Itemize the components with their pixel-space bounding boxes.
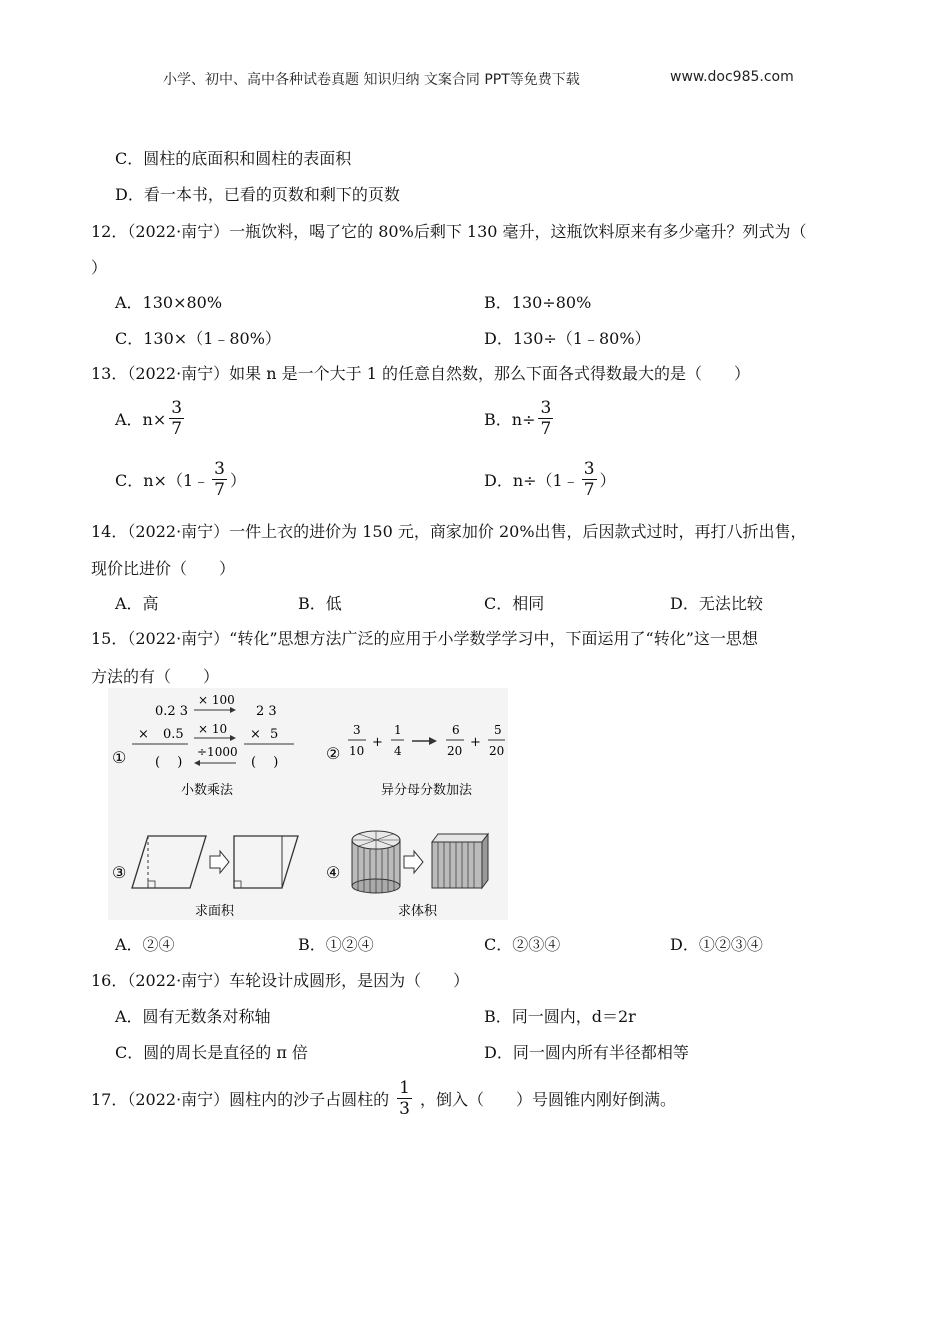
fraction: $\frac{3}{7}$ (540, 397, 552, 439)
q13-d-suffix: ） (599, 470, 616, 490)
fig2-plus-2: + (470, 735, 481, 750)
q16-option-d: D．同一圆内所有半径都相等 (484, 1043, 689, 1062)
q13-d-prefix: D．n÷（1﹣ (484, 470, 579, 490)
q15-stem: 15．（2022·南宁）“转化”思想方法广泛的应用于小学数学学习中，下面运用了“转化”这一思想 (91, 629, 758, 648)
q13-c-suffix: ） (229, 470, 246, 490)
fraction: $\frac{3}{7}$ (583, 458, 595, 500)
fig4-box-front (432, 842, 482, 888)
fig1-op-div1000: ÷1000 (197, 745, 238, 759)
fraction: $\frac{3}{7}$ (214, 458, 225, 500)
q14-option-b: B．低 (298, 594, 342, 613)
fig2-plus-1: + (372, 735, 383, 750)
q13-c-prefix: C．n×（1﹣ (115, 470, 210, 490)
fig1-caption: 小数乘法 (181, 783, 234, 798)
q15-option-b: B．①②④ (298, 935, 374, 954)
fig2-f4-num: 5 (494, 723, 502, 737)
q13-option-d (484, 458, 616, 500)
fig4-box-side (482, 834, 488, 888)
fig2-f2-den: 4 (394, 744, 402, 758)
q16-option-c: C．圆的周长是直径的 π 倍 (115, 1043, 308, 1062)
fig1-marker: ① (112, 748, 127, 767)
fig1-bottom-number: 0.5 (163, 727, 184, 742)
q15-stem-cont: 方法的有（ ） (91, 667, 220, 686)
fig2-f1-num: 3 (353, 723, 361, 737)
q14-stem: 14．（2022·南宁）一件上衣的进价为 150 元，商家加价 20%出售，后因款式过时，再打八折出售， (91, 522, 807, 541)
q14-option-c: C．相同 (484, 594, 545, 613)
q12-stem-cont: ） (91, 258, 108, 277)
fig4-marker: ④ (326, 863, 341, 882)
q13-b-prefix: B．n÷ (484, 409, 536, 429)
q11-option-c: C．圆柱的底面积和圆柱的表面积 (115, 149, 352, 168)
fraction: $\frac{3}{7}$ (171, 397, 183, 439)
fig4-caption: 求体积 (398, 904, 438, 919)
q15-option-c: C．②③④ (484, 935, 561, 954)
fig1-right-result: ( ) (251, 755, 279, 770)
q15-option-a: A．②④ (115, 935, 175, 954)
q12-stem: 12．（2022·南宁）一瓶饮料，喝了它的 80%后剩下 130 毫升，这瓶饮料原来有多少毫升？列式为（ (91, 222, 807, 241)
fig2-f3-num: 6 (452, 723, 460, 737)
q12-option-c: C．130×（1﹣80%） (115, 329, 281, 348)
q16-option-b: B．同一圆内，d＝2r (484, 1007, 636, 1026)
q13-option-b (484, 397, 556, 439)
q13-option-c (115, 458, 246, 500)
fig2-marker: ② (326, 744, 341, 763)
q13-a-prefix: A．n× (115, 409, 167, 429)
q15-figure (108, 688, 508, 920)
q13-stem: 13．（2022·南宁）如果 n 是一个大于 1 的任意自然数，那么下面各式得数最大的是（ ） (91, 364, 750, 383)
fraction: $\frac{1}{3}$ (399, 1077, 410, 1119)
q17-stem (91, 1076, 676, 1120)
q12-option-b: B．130÷80% (484, 293, 592, 312)
fig3-caption: 求面积 (195, 904, 235, 919)
header-url[interactable]: www.doc985.com (670, 69, 794, 85)
fig2-f4-den: 20 (489, 744, 505, 758)
fig1-top-number: 0.2 3 (155, 704, 189, 719)
fig1-mul-sign: × (138, 727, 149, 742)
fig1-right-mul-sign: × (250, 727, 261, 742)
q15-option-d: D．①②③④ (670, 935, 763, 954)
q13-option-a (115, 397, 187, 439)
fig2-f2-num: 1 (394, 723, 402, 737)
fig3-marker: ③ (112, 863, 127, 882)
header-text: 小学、初中、高中各种试卷真题 知识归纳 文案合同 PPT等免费下载 (163, 72, 580, 88)
q17-stem-post: ，倒入（ ）号圆锥内刚好倒满。 (420, 1089, 677, 1109)
q14-stem-cont: 现价比进价（ ） (91, 559, 236, 578)
fig2-caption: 异分母分数加法 (381, 783, 473, 798)
fig1-right-bottom: 5 (270, 727, 279, 742)
fig1-op-x100: × 100 (198, 693, 235, 707)
q16-stem: 16．（2022·南宁）车轮设计成圆形，是因为（ ） (91, 971, 470, 990)
q12-option-a: A．130×80% (115, 293, 223, 312)
q12-option-d: D．130÷（1﹣80%） (484, 329, 651, 348)
q11-option-d: D．看一本书，已看的页数和剩下的页数 (115, 185, 400, 204)
fig2-f1-den: 10 (349, 744, 365, 758)
fig4-box-top (432, 834, 488, 842)
fig1-right-top: 2 3 (256, 704, 277, 719)
q16-option-a: A．圆有无数条对称轴 (115, 1007, 271, 1026)
fig1-left-result: ( ) (155, 755, 183, 770)
q17-stem-pre: 17．（2022·南宁）圆柱内的沙子占圆柱的 (91, 1089, 390, 1109)
q14-option-a: A．高 (115, 594, 159, 613)
fig1-op-x10: × 10 (198, 722, 228, 736)
q14-option-d: D．无法比较 (670, 594, 763, 613)
fig2-f3-den: 20 (447, 744, 463, 758)
